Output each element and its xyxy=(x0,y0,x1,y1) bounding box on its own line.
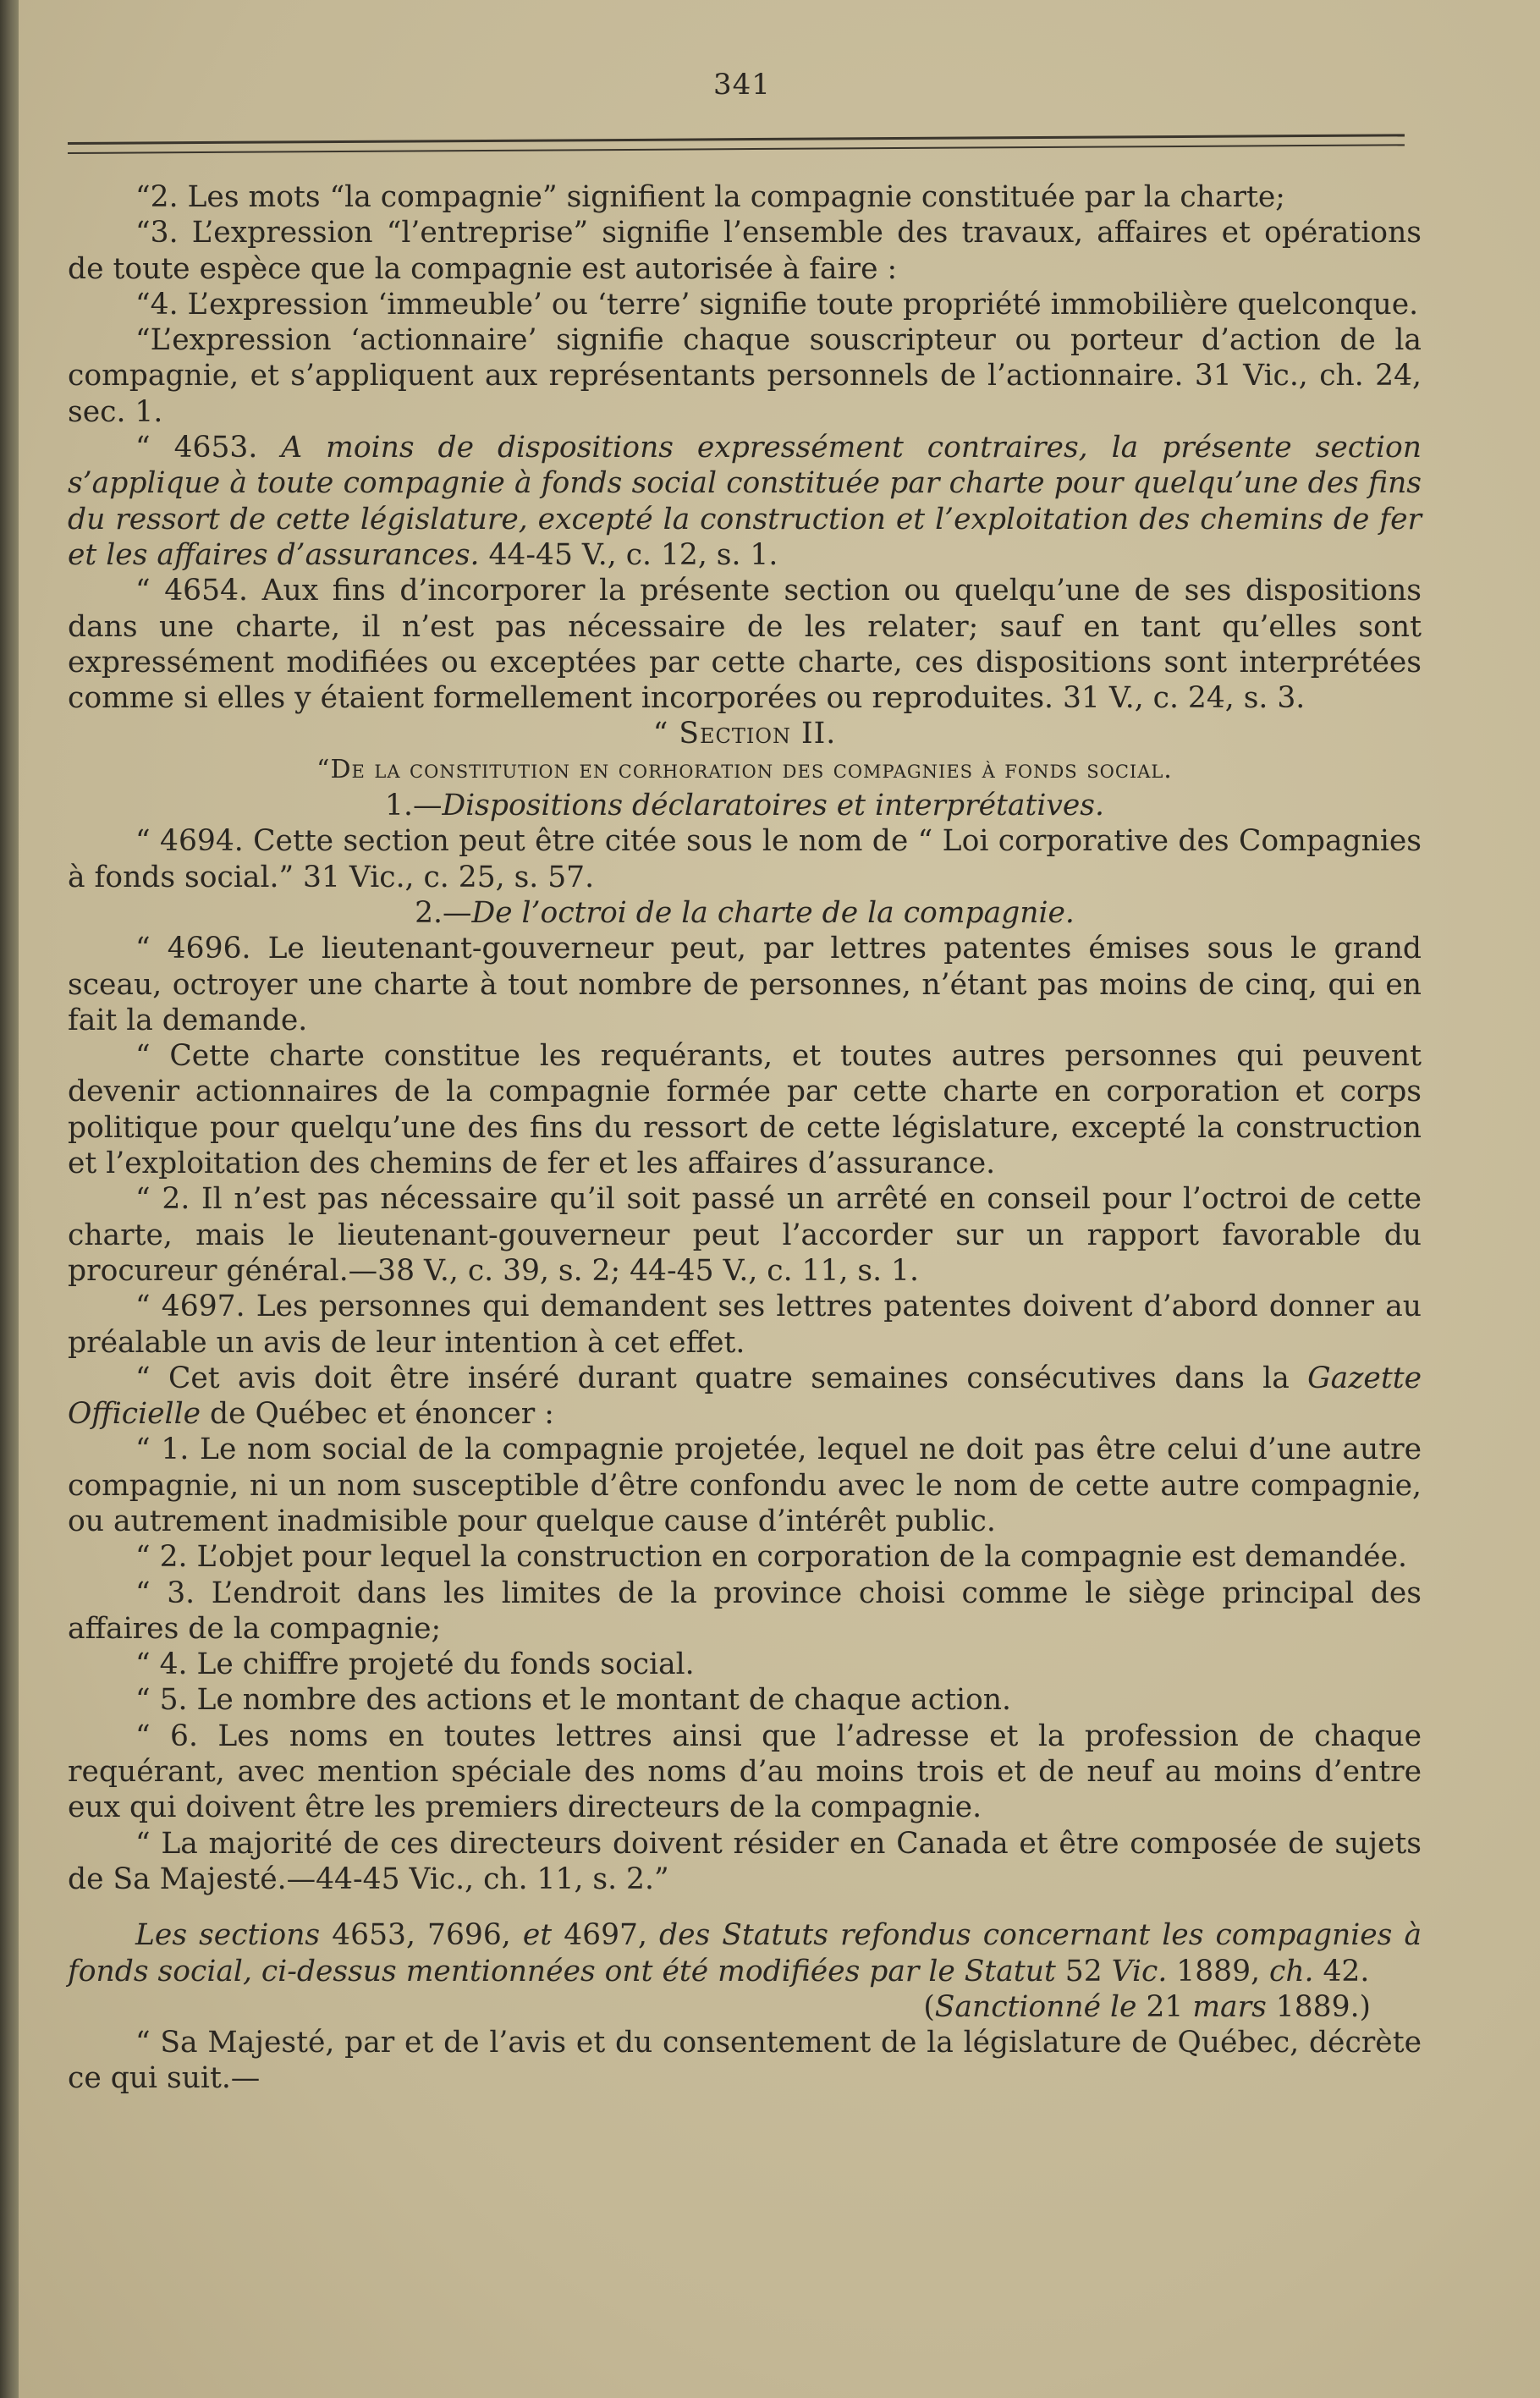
note-number: 1889, xyxy=(1176,1954,1269,1988)
subsection-number: 2.— xyxy=(415,895,472,930)
citation: 44-45 V., c. 12, s. 1. xyxy=(479,537,778,572)
paragraph: “2. Les mots “la compagnie” signifient la compagnie constituée par la charte; xyxy=(135,180,1285,214)
sanction-date xyxy=(68,1989,1422,2025)
paragraph-gazette xyxy=(68,1361,1422,1433)
note-number: 52 xyxy=(1064,1954,1112,1988)
text: “ Cet avis doit être inséré durant quatre semaines consécutives dans la xyxy=(135,1361,1308,1395)
paragraph: “4. L’expression ‘immeuble’ ou ‘terre’ signifie toute propriété immobilière quelconque. xyxy=(135,287,1419,322)
subsection-heading xyxy=(68,788,1422,823)
subsection-number: 1.— xyxy=(385,789,443,823)
amendment-note xyxy=(68,1917,1422,1989)
gazette-title: Gazette Officielle xyxy=(68,1361,1422,1432)
header-rule-top xyxy=(68,134,1405,145)
sanction-day: 21 xyxy=(1146,1989,1193,2024)
paragraph: “ 3. L’endroit dans les limites de la province choisi comme le siège principal des affaires de la compagnie; xyxy=(68,1576,1422,1646)
note-text: des Statuts refondus concernant les compagnies à fonds social, ci-dessus mentionnées ont été modifiées par le Statut xyxy=(68,1918,1422,1988)
enactment-paragraph: “ Sa Majesté, par et de l’avis et du consentement de la législature de Québec, décrète ce qui suit.— xyxy=(68,2026,1422,2096)
paragraph: “ 4697. Les personnes qui demandent ses lettres patentes doivent d’abord donner au préalable un avis de leur intention à cet effet. xyxy=(68,1290,1422,1360)
article-number: “ 4653. xyxy=(135,431,282,465)
book-binding-edge xyxy=(0,0,19,2398)
note-text: Vic. xyxy=(1111,1954,1177,1988)
article-4653 xyxy=(68,430,1422,573)
paragraph: “L’expression ‘actionnaire’ signifie chaque souscripteur ou porteur d’action de la compagnie, et s’appliquent aux représentants personnels de l’actionnaire. 31 Vic., ch. 24, sec. 1. xyxy=(68,323,1422,429)
paragraph: “ 1. Le nom social de la compagnie projetée, lequel ne doit pas être celui d’une autre compagnie, ni un nom susceptible d’être confondu avec le nom de cette autre compagnie, ou autrement inadmisible pour quelque cause d’intérêt public. xyxy=(68,1433,1422,1538)
paragraph: “ La majorité de ces directeurs doivent résider en Canada et être composée de sujets de Sa Majesté.—44-45 Vic., ch. 11, s. 2.” xyxy=(68,1826,1422,1896)
sanction-year: 1889.) xyxy=(1275,1989,1371,2024)
paragraph: “ 4694. Cette section peut être citée sous le nom de “ Loi corporative des Compagnies à fonds social.” 31 Vic., c. 25, s. 57. xyxy=(68,824,1422,894)
section-heading: “ Section II. xyxy=(652,717,837,751)
section-subheading: “De la constitution en corhoration des compagnies à fonds social. xyxy=(316,754,1173,784)
document-page xyxy=(19,0,1540,2398)
note-number: 4653, 7696, xyxy=(332,1918,523,1953)
paren: ( xyxy=(923,1989,935,2024)
subsection-title: De l’octroi de la charte de la compagnie. xyxy=(471,895,1075,930)
text: de Québec et énoncer : xyxy=(201,1397,554,1432)
page-number: 341 xyxy=(713,68,771,102)
sanction-month: mars xyxy=(1192,1989,1276,2024)
subsection-heading xyxy=(68,895,1422,931)
note-text: Les sections xyxy=(135,1918,333,1953)
paragraph: “ 4654. Aux fins d’incorporer la présente section ou quelqu’une de ses dispositions dans une charte, il n’est pas nécessaire de les relater; sauf en tant qu’elles sont expressément modifiées ou exceptées par cette charte, ces dispositions sont interprétées comme si elles y étaient formellement incorporées ou reproduites. 31 V., c. 24, s. 3. xyxy=(68,574,1422,716)
note-number: 42. xyxy=(1323,1954,1370,1988)
paragraph: “ Cette charte constitue les requérants, et toutes autres personnes qui peuvent devenir actionnaires de la compagnie formée par cette charte en corporation et corps politique pour quelqu’une des fins du ressort de cette législature, excepté la construction et l’exploitation des chemins de fer et les affaires d’assurance. xyxy=(68,1039,1422,1181)
paragraph: “ 4696. Le lieutenant-gouverneur peut, par lettres patentes émises sous le grand sceau, octroyer une charte à tout nombre de personnes, n’étant pas moins de cinq, qui en fait la demande. xyxy=(68,932,1422,1037)
paragraph: “ 5. Le nombre des actions et le montant de chaque action. xyxy=(135,1683,1011,1718)
spacer xyxy=(68,1897,1422,1917)
paragraph: “ 4. Le chiffre projeté du fonds social. xyxy=(135,1647,695,1682)
paragraph: “ 2. L’objet pour lequel la construction en corporation de la compagnie est demandée. xyxy=(135,1540,1407,1575)
paragraph: “3. L’expression “l’entreprise” signifie l’ensemble des travaux, affaires et opérations de toute espèce que la compagnie est autorisée à faire : xyxy=(68,216,1422,286)
paragraph: “ 2. Il n’est pas nécessaire qu’il soit passé un arrêté en conseil pour l’octroi de cette charte, mais le lieutenant-gouverneur peut l’accorder sur un rapport favorable du procureur général.—38 V., c. 39, s. 2; 44-45 V., c. 11, s. 1. xyxy=(68,1182,1422,1288)
italic-text: A moins de dispositions expressément contraires, la présente section s’applique à toute compagnie à fonds social constituée par charte pour quelqu’une des fins du ressort de cette législature, excepté la construction et l’exploitation des chemins de fer et les affaires d’assurances. xyxy=(68,431,1422,572)
document-body xyxy=(68,179,1422,2097)
note-text: et xyxy=(522,1918,564,1953)
note-number: 4697, xyxy=(564,1918,660,1953)
subsection-title: Dispositions déclaratoires et interprétatives. xyxy=(442,789,1104,823)
sanction-text: Sanctionné le xyxy=(934,1989,1147,2024)
paragraph: “ 6. Les noms en toutes lettres ainsi que l’adresse et la profession de chaque requérant, avec mention spéciale des noms d’au moins trois et de neuf au moins d’entre eux qui doivent être les premiers directeurs de la compagnie. xyxy=(68,1719,1422,1825)
header-rule-bottom xyxy=(68,144,1405,154)
note-text: ch. xyxy=(1269,1954,1323,1988)
